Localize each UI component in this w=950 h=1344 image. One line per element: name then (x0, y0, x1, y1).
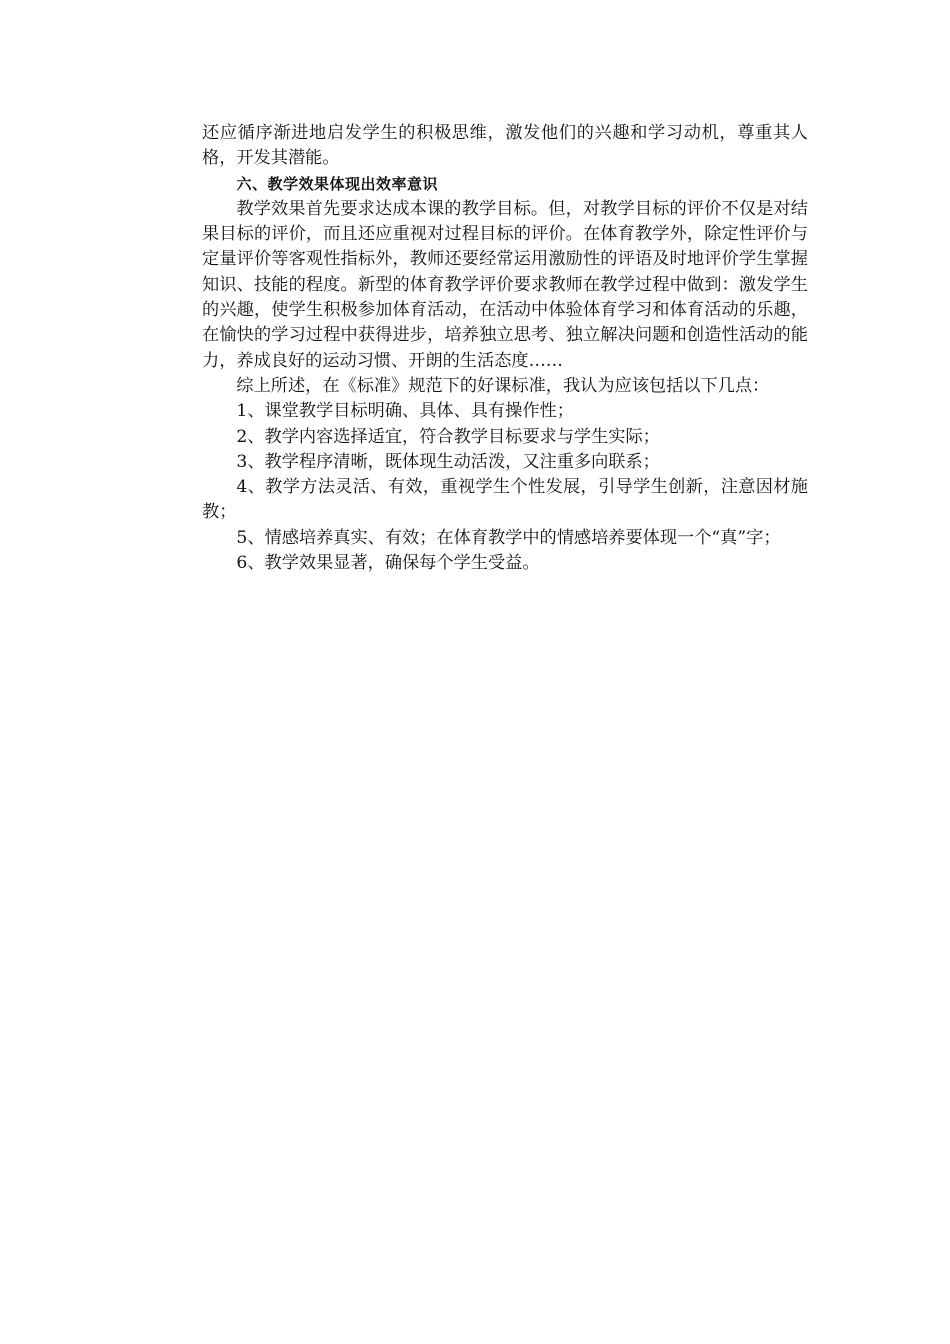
section-heading: 六、教学效果体现出效率意识 (236, 174, 439, 193)
summary-paragraph: 综上所述，在《标准》规范下的好课标准，我认为应该包括以下几点： (236, 375, 770, 396)
body-paragraph: 教学效果首先要求达成本课的教学目标。但，对教学目标的评价不仅是对结果目标的评价，而且还应重视对过程目标的评价。在体育教学外，除定性评价与定量评价等客观性指标外，教师还要经常运用激励性的评语及时地评价学生掌握知识、技能的程度。新型的体育教学评价要求教师在教学过程中做到：激发学生的兴趣，使学生积极参加体育活动，在活动中体验体育学习和体育活动的乐趣，在愉快的学习过程中获得进步，培养独立思考、独立解决问题和创造性活动的能力，养成良好的运动习惯、开朗的生活态度…… (202, 198, 808, 371)
list-item: 5、情感培养真实、有效；在体育教学中的情感培养要体现一个“真”字； (236, 527, 781, 548)
list-item: 3、教学程序清晰，既体现生动活泼，又注重多向联系； (236, 451, 660, 472)
document-page (202, 121, 808, 576)
list-item: 6、教学效果显著，确保每个学生受益。 (236, 553, 540, 574)
list-item: 4、教学方法灵活、有效，重视学生个性发展，引导学生创新，注意因材施教； (202, 477, 808, 523)
paragraph-continuation: 还应循序渐进地启发学生的积极思维，激发他们的兴趣和学习动机，尊重其人格，开发其潜能。 (202, 123, 808, 169)
list-item: 1、课堂教学目标明确、具体、具有操作性； (236, 401, 574, 422)
list-item: 2、教学内容选择适宜，符合教学目标要求与学生实际； (236, 426, 660, 447)
